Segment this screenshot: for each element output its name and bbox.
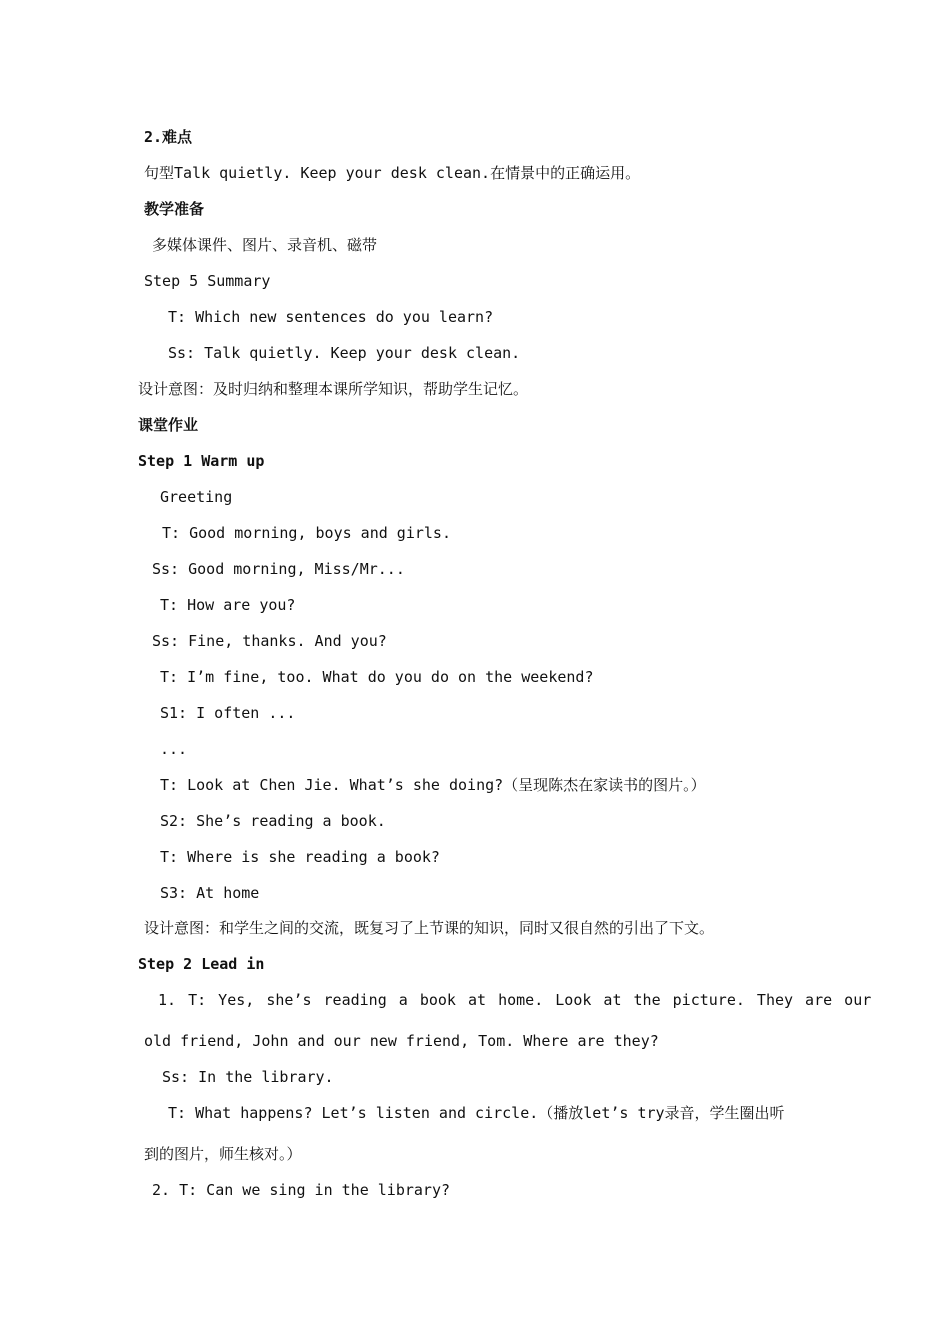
dialogue-line: S2: She’s reading a book. — [160, 812, 386, 830]
dialogue-line: Ss: Talk quietly. Keep your desk clean. — [168, 344, 521, 362]
dialogue-line: Greeting — [160, 488, 233, 506]
heading-difficulty: 2.难点 — [144, 128, 193, 146]
dialogue-line: T: I’m fine, too. What do you do on the weekend? — [160, 668, 594, 686]
heading-teaching-prep: 教学准备 — [144, 200, 205, 218]
dialogue-line: Ss: In the library. — [162, 1068, 334, 1086]
dialogue-line: 到的图片，师生核对。） — [144, 1145, 302, 1163]
design-intent-2: 设计意图：和学生之间的交流，既复习了上节课的知识，同时又很自然的引出了下文。 — [144, 919, 715, 937]
dialogue-line: T: Which new sentences do you learn? — [168, 308, 494, 326]
dialogue-line: S3: At home — [160, 884, 260, 902]
paragraph-sentence-pattern: 句型Talk quietly. Keep your desk clean.在情景中的正确运用。 — [144, 164, 641, 182]
heading-classwork: 课堂作业 — [138, 416, 199, 434]
dialogue-line: ... — [160, 740, 188, 758]
step2-title: Step 2 Lead in — [138, 955, 265, 973]
dialogue-line: T: Where is she reading a book? — [160, 848, 440, 866]
step1-title: Step 1 Warm up — [138, 452, 265, 470]
dialogue-line: Ss: Fine, thanks. And you? — [152, 632, 387, 650]
dialogue-line: Ss: Good morning, Miss/Mr... — [152, 560, 405, 578]
design-intent-1: 设计意图：及时归纳和整理本课所学知识，帮助学生记忆。 — [138, 380, 529, 398]
dialogue-line: T: Good morning, boys and girls. — [162, 524, 451, 542]
dialogue-line: old friend, John and our new friend, Tom. Where are they? — [144, 1032, 659, 1050]
dialogue-line: 1. T: Yes, she’s reading a book at home. Look at the picture. They are our — [158, 991, 872, 1009]
dialogue-line: T: How are you? — [160, 596, 296, 614]
paragraph-materials: 多媒体课件、图片、录音机、磁带 — [152, 236, 378, 254]
dialogue-line: T: What happens? Let’s listen and circle.（播放let’s try录音，学生圈出听 — [168, 1104, 785, 1122]
dialogue-line: T: Look at Chen Jie. What’s she doing?（呈现陈杰在家读书的图片。） — [160, 776, 706, 794]
dialogue-line: S1: I often ... — [160, 704, 296, 722]
step5-title: Step 5 Summary — [144, 272, 271, 290]
dialogue-line: 2. T: Can we sing in the library? — [152, 1181, 451, 1199]
